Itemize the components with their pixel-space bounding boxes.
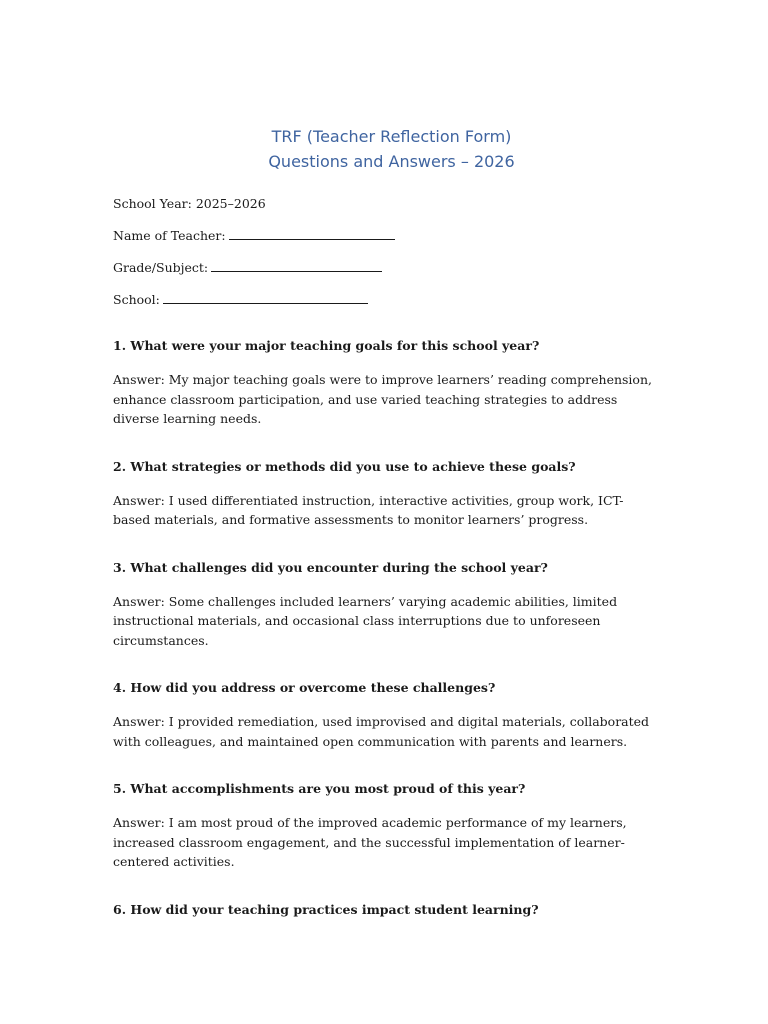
- teacher-name-line: [113, 228, 658, 244]
- school-year-text: School Year: 2025–2026: [113, 196, 266, 211]
- grade-subject-blank: [211, 260, 382, 272]
- qa-item: [113, 459, 658, 530]
- qa-list: [113, 338, 658, 918]
- qa-item: [113, 781, 658, 872]
- question-text: 5. What accomplishments are you most proud of this year?: [113, 781, 526, 796]
- title-line-2: Questions and Answers – 2026: [268, 152, 515, 171]
- document-title: [113, 124, 658, 174]
- school-year-line: [113, 196, 658, 212]
- question-text: 4. How did you address or overcome these challenges?: [113, 680, 496, 695]
- question-text: 3. What challenges did you encounter during the school year?: [113, 559, 548, 575]
- answer-text: Answer: I am most proud of the improved academic performance of my learners, increased classroom engagement, and the successful implementation of learner-centered activities.: [113, 815, 627, 869]
- answer-text: Answer: I provided remediation, used improvised and digital materials, collaborated with colleagues, and maintained open communication with parents and learners.: [113, 714, 650, 749]
- school-label: School:: [113, 292, 160, 307]
- answer-text: Answer: Some challenges included learners’ varying academic abilities, limited instructional materials, and occasional class interruptions due to unforeseen circumstances.: [113, 593, 618, 648]
- teacher-name-blank: [229, 228, 395, 240]
- grade-subject-label: Grade/Subject:: [113, 260, 209, 275]
- answer-text: Answer: I used differentiated instruction, interactive activities, group work, ICT-based materials, and formative assessments to monitor learners’ progress.: [113, 492, 624, 527]
- question-text: 6. How did your teaching practices impact student learning?: [113, 901, 539, 917]
- teacher-name-label: Name of Teacher:: [113, 228, 226, 243]
- question-text: 2. What strategies or methods did you use to achieve these goals?: [113, 458, 576, 474]
- answer-text: Answer: My major teaching goals were to improve learners’ reading comprehension, enhance classroom participation, and use varied teaching strategies to address diverse learning needs.: [113, 372, 652, 426]
- school-line: [113, 292, 658, 308]
- qa-item: [113, 338, 658, 429]
- qa-item: [113, 902, 658, 918]
- school-blank: [163, 292, 368, 304]
- qa-item: [113, 560, 658, 651]
- title-line-1: TRF (Teacher Reflection Form): [271, 127, 512, 146]
- grade-subject-line: [113, 260, 658, 276]
- qa-item: [113, 680, 658, 751]
- question-text: 1. What were your major teaching goals for this school year?: [113, 338, 540, 353]
